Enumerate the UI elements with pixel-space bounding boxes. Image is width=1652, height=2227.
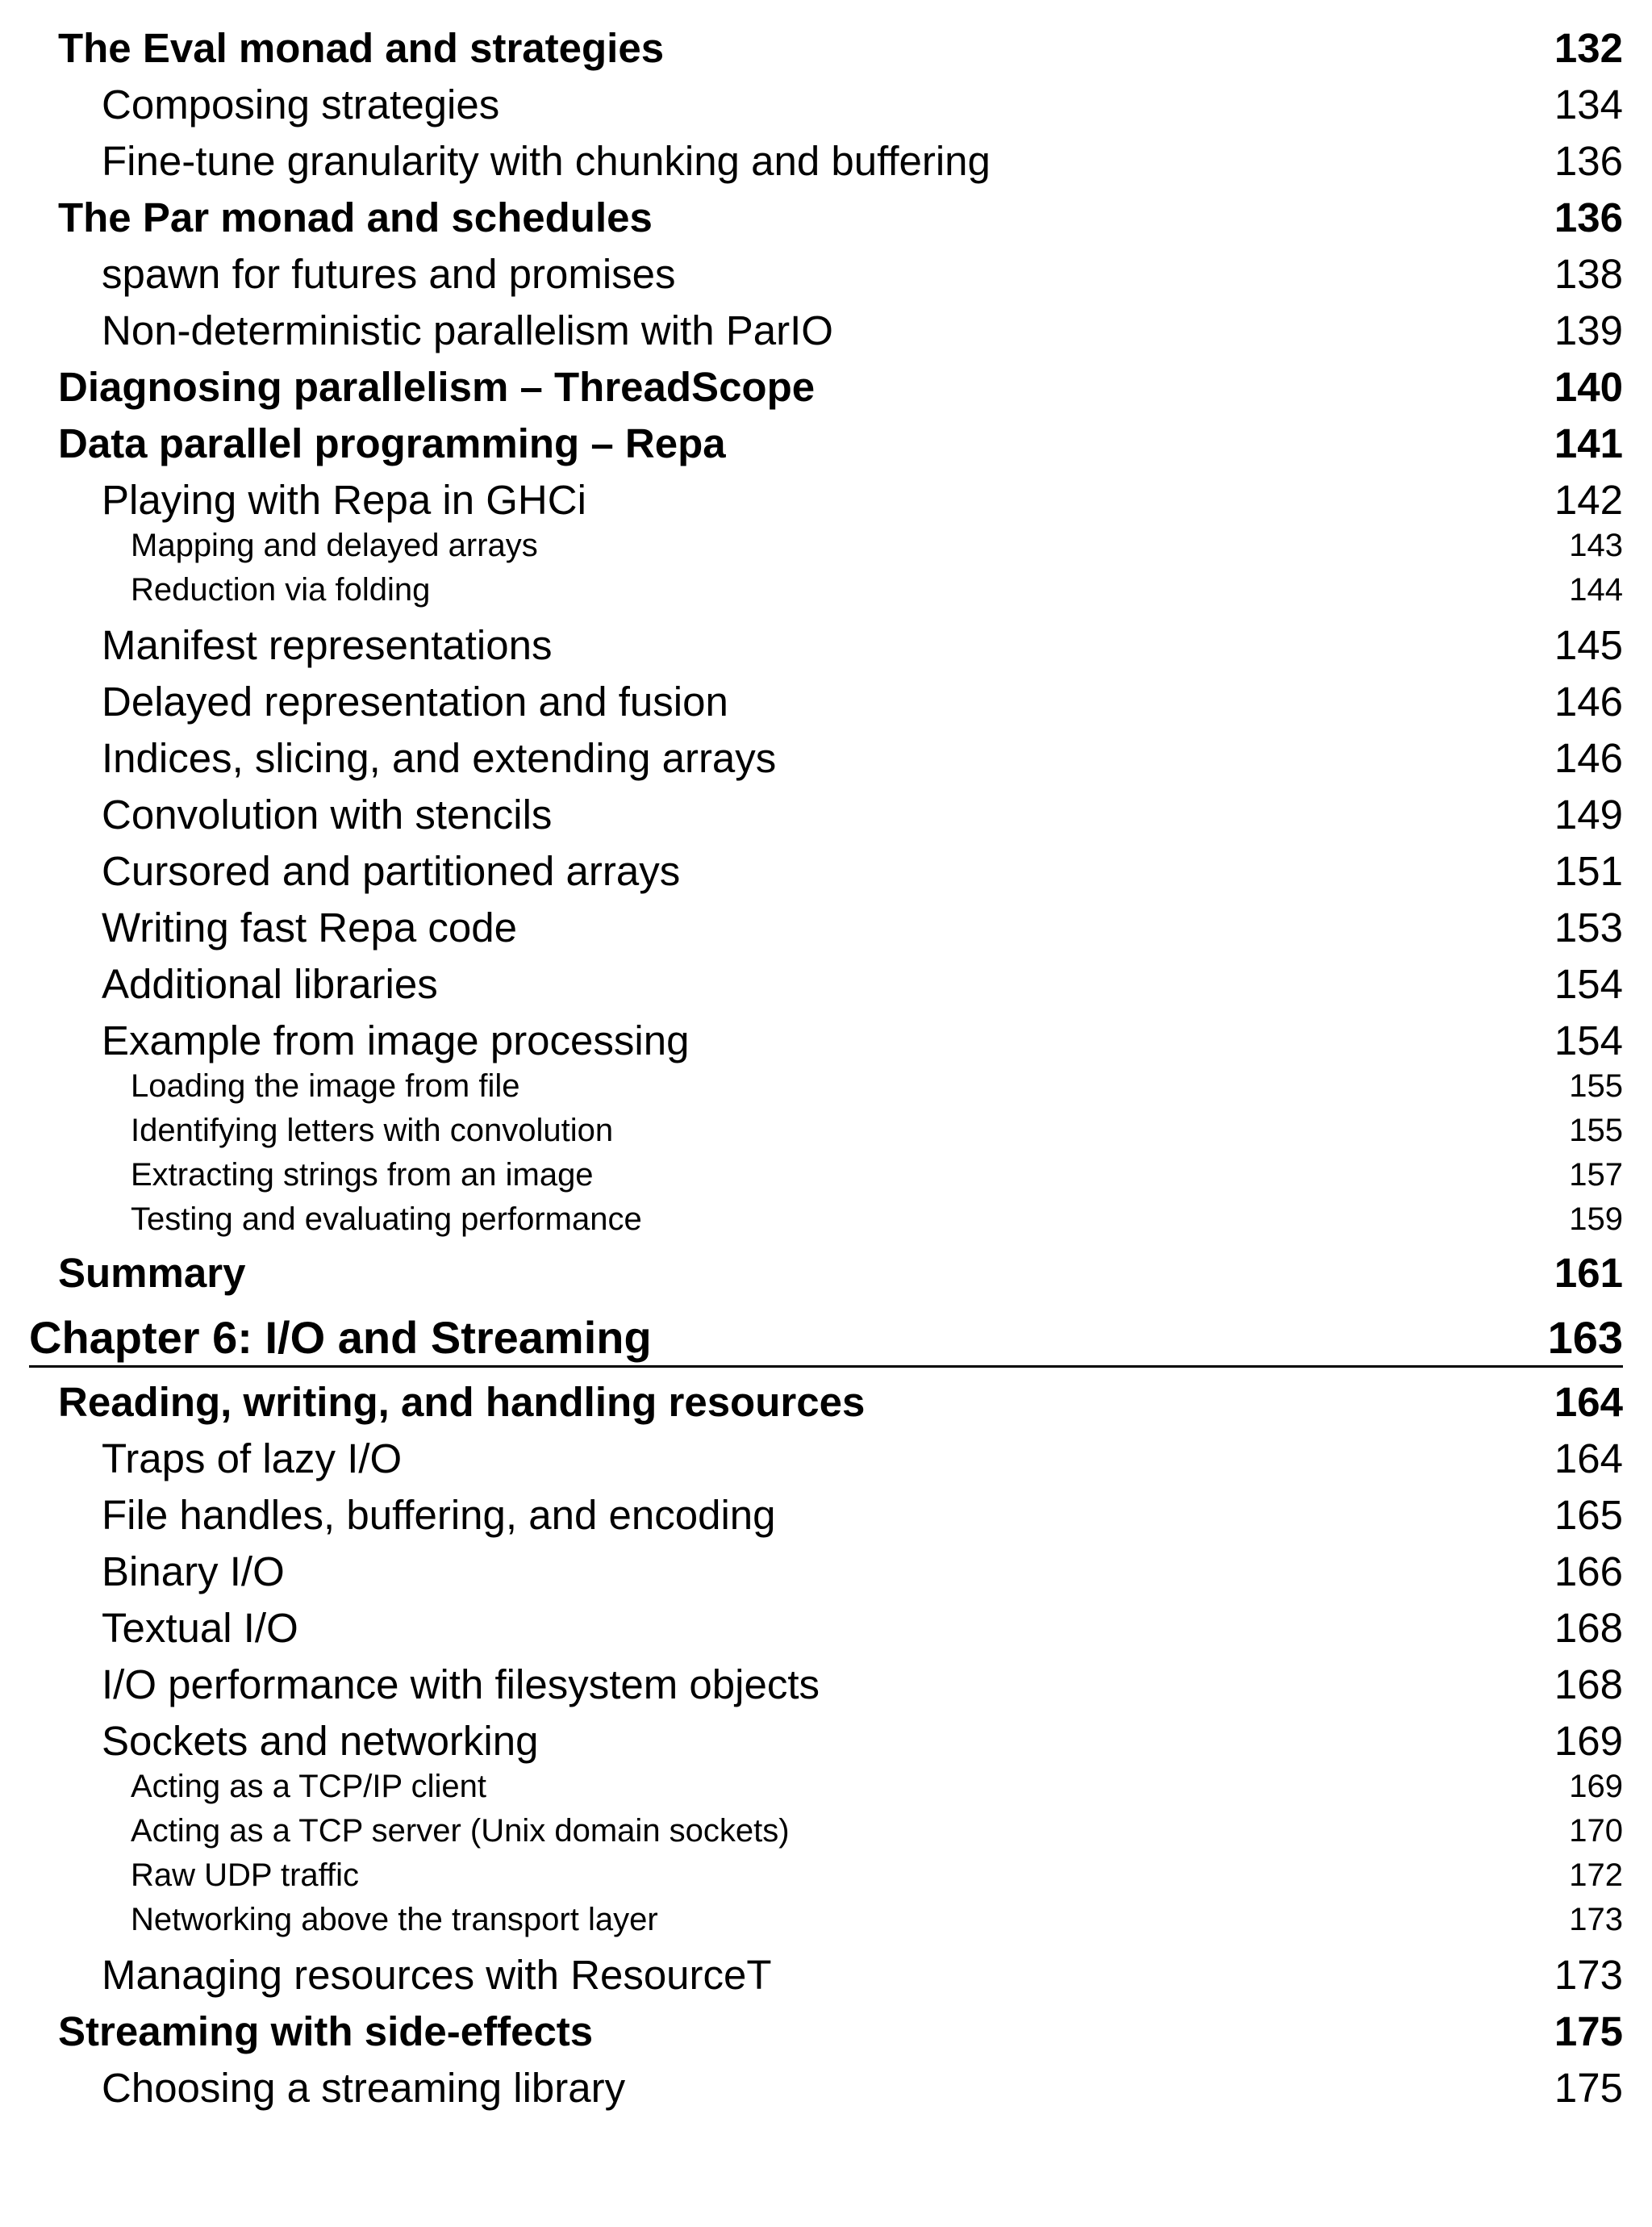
toc-entry-page: 151 bbox=[1554, 848, 1623, 894]
toc-entry-title: Testing and evaluating performance bbox=[131, 1201, 642, 1237]
toc-entry-title: Manifest representations bbox=[102, 622, 553, 668]
toc-entry-page: 164 bbox=[1554, 1435, 1623, 1481]
toc-entry-page: 172 bbox=[1569, 1857, 1623, 1893]
toc-entry-title: Identifying letters with convolution bbox=[131, 1113, 614, 1148]
chapter-divider bbox=[29, 1365, 1623, 1368]
toc-entry-page: 146 bbox=[1554, 679, 1623, 725]
toc-entry-title: File handles, buffering, and encoding bbox=[102, 1492, 776, 1538]
toc-entry-page: 157 bbox=[1569, 1157, 1623, 1193]
toc-entry-page: 170 bbox=[1569, 1813, 1623, 1849]
toc-entry-title: Writing fast Repa code bbox=[102, 905, 517, 951]
toc-entry-page: 139 bbox=[1554, 307, 1623, 353]
toc-entry-page: 149 bbox=[1554, 792, 1623, 838]
toc-entry-page: 173 bbox=[1569, 1902, 1623, 1937]
toc-entry-page: 161 bbox=[1554, 1250, 1623, 1296]
toc-entry-page: 175 bbox=[1554, 2065, 1623, 2111]
toc-entry-title: Additional libraries bbox=[102, 961, 438, 1007]
toc-entry-title: Diagnosing parallelism – ThreadScope bbox=[58, 364, 816, 410]
toc-entry-title: Raw UDP traffic bbox=[131, 1857, 360, 1893]
chapter-title: Chapter 6: I/O and Streaming bbox=[29, 1312, 652, 1363]
toc-entry-title: Composing strategies bbox=[102, 81, 500, 127]
toc-entry-page: 169 bbox=[1554, 1718, 1623, 1764]
toc-entry-page: 168 bbox=[1554, 1661, 1623, 1707]
toc-entry-page: 154 bbox=[1554, 1017, 1623, 1063]
toc-entry-title: The Eval monad and strategies bbox=[58, 25, 665, 71]
toc-entry-title: Traps of lazy I/O bbox=[102, 1435, 403, 1481]
toc-entry-title: Summary bbox=[58, 1250, 246, 1296]
toc-entry-title: Delayed representation and fusion bbox=[102, 679, 728, 725]
toc-entry-page: 173 bbox=[1554, 1952, 1623, 1998]
toc-entry-page: 146 bbox=[1554, 735, 1623, 781]
toc-entry-page: 155 bbox=[1569, 1113, 1623, 1148]
toc-entry-title: Cursored and partitioned arrays bbox=[102, 848, 681, 894]
toc-entry-title: Networking above the transport layer bbox=[131, 1902, 658, 1937]
toc-entry-title: Mapping and delayed arrays bbox=[131, 528, 538, 563]
toc-entry-title: Binary I/O bbox=[102, 1548, 285, 1594]
toc-entry-title: Extracting strings from an image bbox=[131, 1157, 594, 1193]
toc-entry-page: 168 bbox=[1554, 1605, 1623, 1651]
toc-entry-title: Managing resources with ResourceT bbox=[102, 1952, 772, 1998]
toc-entry-title: Data parallel programming – Repa bbox=[58, 420, 726, 466]
toc-entry-page: 166 bbox=[1554, 1548, 1623, 1594]
toc-entry-title: Playing with Repa in GHCi bbox=[102, 477, 586, 523]
toc-entry-title: Loading the image from file bbox=[131, 1068, 520, 1104]
toc-entry-title: The Par monad and schedules bbox=[58, 194, 653, 240]
toc-entry-title: Example from image processing bbox=[102, 1017, 690, 1063]
toc-entry-title: Convolution with stencils bbox=[102, 792, 553, 838]
toc-entry-page: 143 bbox=[1569, 528, 1623, 563]
toc-entry-page: 140 bbox=[1554, 364, 1623, 410]
toc-entry-title: Reduction via folding bbox=[131, 572, 431, 608]
toc-entry-page: 154 bbox=[1554, 961, 1623, 1007]
toc-entry-title: spawn for futures and promises bbox=[102, 251, 676, 297]
toc-entry-page: 169 bbox=[1569, 1769, 1623, 1804]
toc-entry-title: Reading, writing, and handling resources bbox=[58, 1379, 866, 1425]
toc-entry-title: I/O performance with filesystem objects bbox=[102, 1661, 820, 1707]
toc-entry-page: 136 bbox=[1554, 138, 1623, 184]
toc-entry-title: Non-deterministic parallelism with ParIO bbox=[102, 307, 833, 353]
toc-entry-page: 138 bbox=[1554, 251, 1623, 297]
toc-entry-page: 141 bbox=[1554, 420, 1623, 466]
chapter-page: 163 bbox=[1547, 1312, 1623, 1363]
toc-entry-page: 153 bbox=[1554, 905, 1623, 951]
toc-entry-title: Fine-tune granularity with chunking and buffering bbox=[102, 138, 991, 184]
toc-entry-page: 134 bbox=[1554, 81, 1623, 127]
toc-entry-page: 142 bbox=[1554, 477, 1623, 523]
toc-entry-title: Acting as a TCP server (Unix domain sockets) bbox=[131, 1813, 790, 1849]
toc-entry-title: Streaming with side-effects bbox=[58, 2008, 594, 2054]
toc-entry-title: Choosing a streaming library bbox=[102, 2065, 626, 2111]
toc-entry-page: 145 bbox=[1554, 622, 1623, 668]
toc-entry-title: Textual I/O bbox=[102, 1605, 298, 1651]
toc-entry-page: 165 bbox=[1554, 1492, 1623, 1538]
toc-entry-title: Acting as a TCP/IP client bbox=[131, 1769, 486, 1804]
toc-entry-page: 175 bbox=[1554, 2008, 1623, 2054]
toc-entry-page: 155 bbox=[1569, 1068, 1623, 1104]
toc-entry-title: Sockets and networking bbox=[102, 1718, 539, 1764]
toc-entry-page: 159 bbox=[1569, 1201, 1623, 1237]
toc-entry-page: 136 bbox=[1554, 194, 1623, 240]
toc-entry-page: 144 bbox=[1569, 572, 1623, 608]
toc-entry-title: Indices, slicing, and extending arrays bbox=[102, 735, 777, 781]
toc-entry-page: 164 bbox=[1554, 1379, 1623, 1425]
toc-entry-page: 132 bbox=[1554, 25, 1623, 71]
